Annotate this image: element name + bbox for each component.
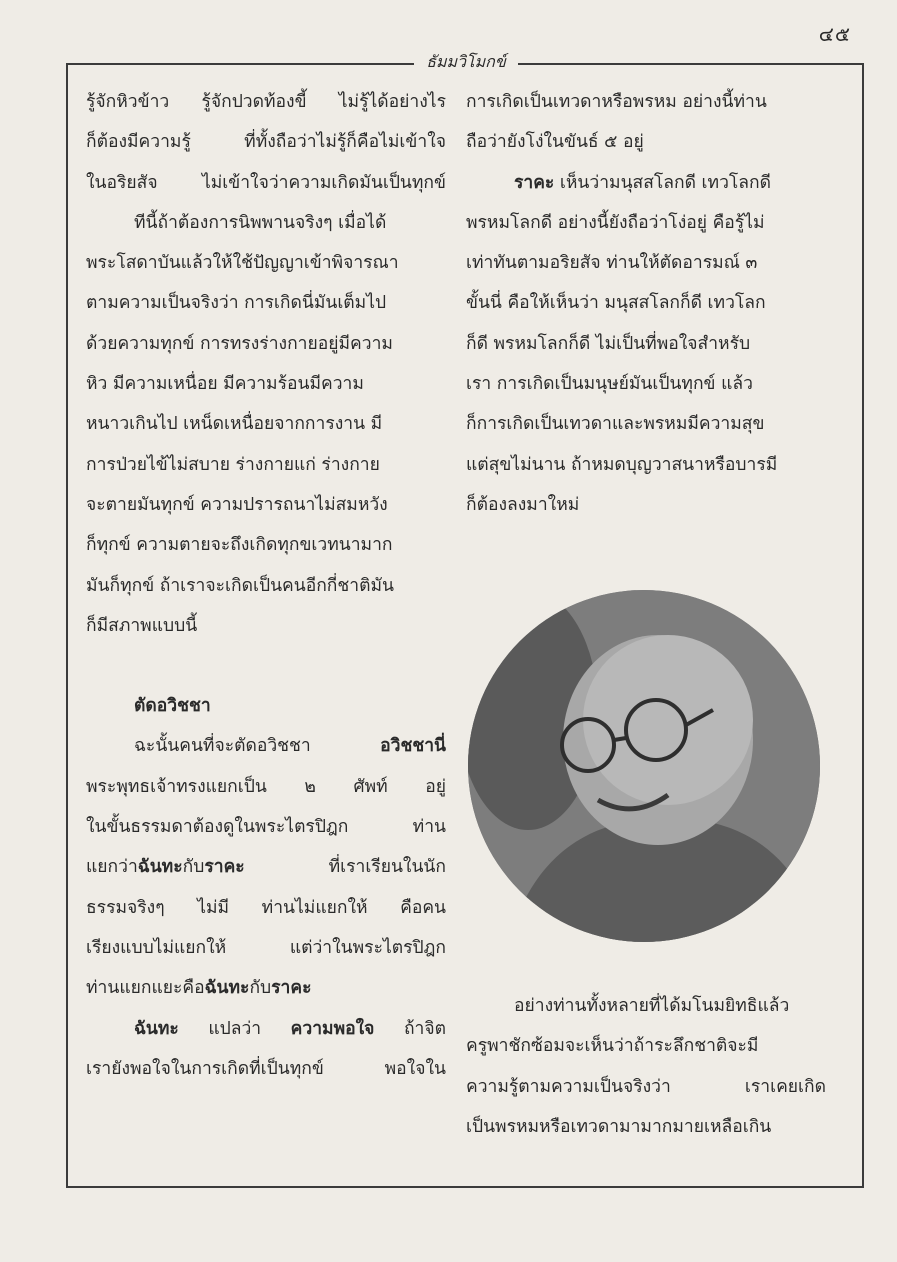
right-column-bottom bbox=[466, 986, 826, 1147]
portrait-illustration bbox=[468, 590, 820, 942]
monk-portrait-photo bbox=[468, 590, 820, 942]
running-title: ธัมมวิโมกข์ bbox=[426, 52, 506, 71]
right-paragraph-3: อย่างท่านทั้งหลายที่ได้มโนมยิทธิแล้ว ครูพาชักซ้อมจะเห็นว่าถ้าระลึกชาติจะมี ความรู้ตามความเป็นจริงว่า เราเคยเกิด เป็นพรหมหรือเทวดามามากมายเหลือเกิน bbox=[466, 996, 826, 1137]
right-column bbox=[466, 82, 826, 525]
page-number: ๔๕ bbox=[818, 22, 851, 46]
left-paragraph-3: ฉะนั้นคนที่จะตัดอวิชชา อวิชชานี่ พระพุทธเจ้าทรงแยกเป็น ๒ ศัพท์ อยู่ ในขั้นธรรมดาต้องดูในพระไตรปิฎก ท่าน แยกว่าฉันทะกับราคะ ที่เราเรียนในนัก ธรรมจริงๆ ไม่มี ท่านไม่แยกให้ คือคน เรียงแบบไม่แยกให้ แต่ว่าในพระไตรปิฎก bbox=[86, 736, 446, 958]
left-column bbox=[86, 82, 446, 1089]
right-paragraph-1: การเกิดเป็นเทวดาหรือพรหม อย่างนี้ท่าน ถือว่ายังโง่ในขันธ์ ๕ อยู่ bbox=[466, 92, 767, 153]
left-paragraph-4: ฉันทะ แปลว่า ความพอใจ ถ้าจิต เรายังพอใจในการเกิดที่เป็นทุกข์ พอใจใน bbox=[86, 1018, 446, 1079]
left-paragraph-2: ทีนี้ถ้าต้องการนิพพานจริงๆ เมื่อได้ พระโสดาบันแล้วให้ใช้ปัญญาเข้าพิจารณา ตามความเป็นจริงว่า การเกิดนี่มันเต็มไป ด้วยความทุกข์ การทรงร่างกายอยู่มีความ หิว มีความเหนื่อย มีความร้อนมีความ หนาวเกินไป เหน็ดเหนื่อยจากการงาน มี การป่วยไข้ไม่สบาย ร่างกายแก่ ร่างกาย จะตายมันทุกข์ ความปรารถนาไม่สมหวัง ก็ทุกข์ ความตายจะถึงเกิดทุกขเวทนามาก มันก็ทุกข์ ถ้าเราจะเกิดเป็นคนอีกกี่ชาติมัน ก็มีสภาพแบบนี้ bbox=[86, 212, 399, 636]
section-heading: ตัดอวิชชา bbox=[134, 696, 211, 717]
left-paragraph-3-end: ท่านแยกแยะคือฉันทะกับราคะ bbox=[86, 978, 312, 999]
left-paragraph-1: รู้จักหิวข้าว รู้จักปวดท้องขี้ ไม่รู้ได้อย่างไร ก็ต้องมีความรู้ ที่ทั้งถือว่าไม่รู้ก็คือไม่เข้าใจ ในอริยสัจ ไม่เข้าใจว่าความเกิดมันเป็นทุกข์ bbox=[86, 92, 446, 193]
right-paragraph-2: ราคะ เห็นว่ามนุสสโลกดี เทวโลกดี พรหมโลกดี อย่างนี้ยังถือว่าโง่อยู่ คือรู้ไม่ เท่าทันตามอริยสัจ ท่านให้ตัดอารมณ์ ๓ ขั้นนี่ คือให้เห็นว่า มนุสสโลกก็ดี เทวโลก ก็ดี พรหมโลกก็ดี ไม่เป็นที่พอใจสำหรับ เรา การเกิดเป็นมนุษย์มันเป็นทุกข์ แล้ว ก็การเกิดเป็นเทวดาและพรหมมีความสุข แต่สุขไม่นาน ถ้าหมดบุญวาสนาหรือบารมี ก็ต้องลงมาใหม่ bbox=[466, 172, 778, 515]
